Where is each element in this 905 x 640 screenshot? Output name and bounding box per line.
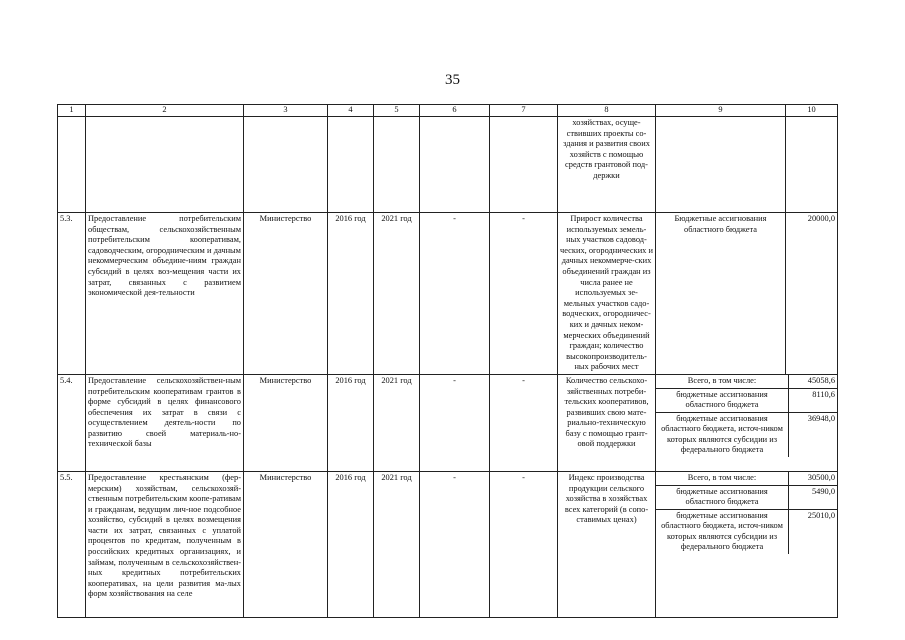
col7-value: - (490, 213, 558, 375)
header-cell: 5 (374, 105, 420, 117)
col7-value: - (490, 471, 558, 617)
funding-amount: 8110,6 (789, 389, 837, 413)
header-cell: 2 (86, 105, 244, 117)
measure-description: Предоставление крестьянским (фер-мерским) хозяйствам, сельскохозяй-ственным потребительским коопе-ративам и гражданам, ведущим лич-ное подсобное хозяйство, субсидий в целях возмещения части их затрат, связанных с уплатой процентов по кредитам, полученным в российских кредитных организациях, и займам, полученным в сельскохозяйствен-ных кредитных потребительских кооперативах, на цели развития ма-лых форм хозяйствования на селе (86, 471, 244, 617)
header-cell: 1 (58, 105, 86, 117)
header-row (58, 105, 838, 117)
funding-line (656, 375, 837, 389)
header-cell: 7 (490, 105, 558, 117)
end-year: 2021 год (374, 374, 420, 471)
funding-line (656, 389, 837, 413)
funding-source: бюджетные ассигнования областного бюджета, источ-ником которых являются субсидии из федерального бюджета (656, 413, 789, 457)
header-cell: 8 (558, 105, 656, 117)
funding-line (656, 510, 837, 554)
row-number: 5.3. (58, 213, 86, 375)
indicator-cell: Индекс производства продукции сельского хозяйства в хозяйствах всех категорий (в сопо-ставимых ценах) (558, 471, 656, 617)
row-number: 5.5. (58, 471, 86, 617)
funding-block (656, 471, 838, 617)
funding-block (656, 374, 838, 471)
funding-line (656, 486, 837, 510)
start-year: 2016 год (328, 374, 374, 471)
indicator-cell: хозяйствах, осуще-ствивших проекты со-здания и развития своих хозяйств с помощью средств грантовой под-держки (558, 117, 656, 213)
end-year: 2021 год (374, 213, 420, 375)
measure-description: Предоставление потребительским обществам, сельскохозяйственным потребительским кооперативам, садоводческим, огородническим и дачным некоммерческим объедине-ниям граждан субсидий в целях воз-мещения части их затрат, связанных с развитием экономической дея-тельности (86, 213, 244, 375)
table-row (58, 374, 838, 471)
executor: Министерство (244, 471, 328, 617)
program-table (57, 104, 838, 618)
header-cell: 10 (786, 105, 838, 117)
end-year: 2021 год (374, 471, 420, 617)
funding-source: Бюджетные ассигнования областного бюджета (656, 213, 786, 375)
col6-value: - (420, 374, 490, 471)
funding-line (656, 413, 837, 457)
indicator-cell: Количество сельскохо-зяйственных потреби-тельских кооперативов, развивших свою мате-риально-техническую базу с помощью грант-овой поддержки (558, 374, 656, 471)
funding-source: бюджетные ассигнования областного бюджета (656, 486, 789, 510)
executor: Министерство (244, 213, 328, 375)
funding-amount: 45058,6 (789, 375, 837, 389)
executor: Министерство (244, 374, 328, 471)
funding-amount: 5490,0 (789, 486, 837, 510)
col6-value: - (420, 471, 490, 617)
start-year: 2016 год (328, 213, 374, 375)
funding-source: бюджетные ассигнования областного бюджета (656, 389, 789, 413)
header-cell: 4 (328, 105, 374, 117)
funding-amount: 30500,0 (789, 472, 837, 486)
funding-line (656, 472, 837, 486)
funding-source: Всего, в том числе: (656, 375, 789, 389)
row-number: 5.4. (58, 374, 86, 471)
funding-amount: 36948,0 (807, 413, 835, 423)
header-cell: 6 (420, 105, 490, 117)
funding-source: бюджетные ассигнования областного бюджета, источ-ником которых являются субсидии из федерального бюджета (656, 510, 789, 554)
page-number: 35 (445, 72, 460, 88)
col7-value: - (490, 374, 558, 471)
indicator-cell: Прирост количества используемых земель-ных участков садовод-ческих, огороднических и дачных некоммерче-ских объединений граждан из числа ранее не используемых зе-мельных участков садо-водческих, огородничес-ких и дачных неком-мерческих объединений граждан; количество высокопроизводитель-ных рабочих мест (558, 213, 656, 375)
start-year: 2016 год (328, 471, 374, 617)
funding-amount: 20000,0 (786, 213, 838, 375)
table-row (58, 213, 838, 375)
header-cell: 3 (244, 105, 328, 117)
header-cell: 9 (656, 105, 786, 117)
continuation-row (58, 117, 838, 213)
measure-description: Предоставление сельскохозяйствен-ным потребительским кооперативам грантов в форме субсидий в целях финансового обеспечения их затрат в связи с осуществлением деятель-ности по развитию своей материаль-но-технической базы (86, 374, 244, 471)
funding-source: Всего, в том числе: (656, 472, 789, 486)
funding-amount: 25010,0 (807, 510, 835, 520)
table-row (58, 471, 838, 617)
col6-value: - (420, 213, 490, 375)
